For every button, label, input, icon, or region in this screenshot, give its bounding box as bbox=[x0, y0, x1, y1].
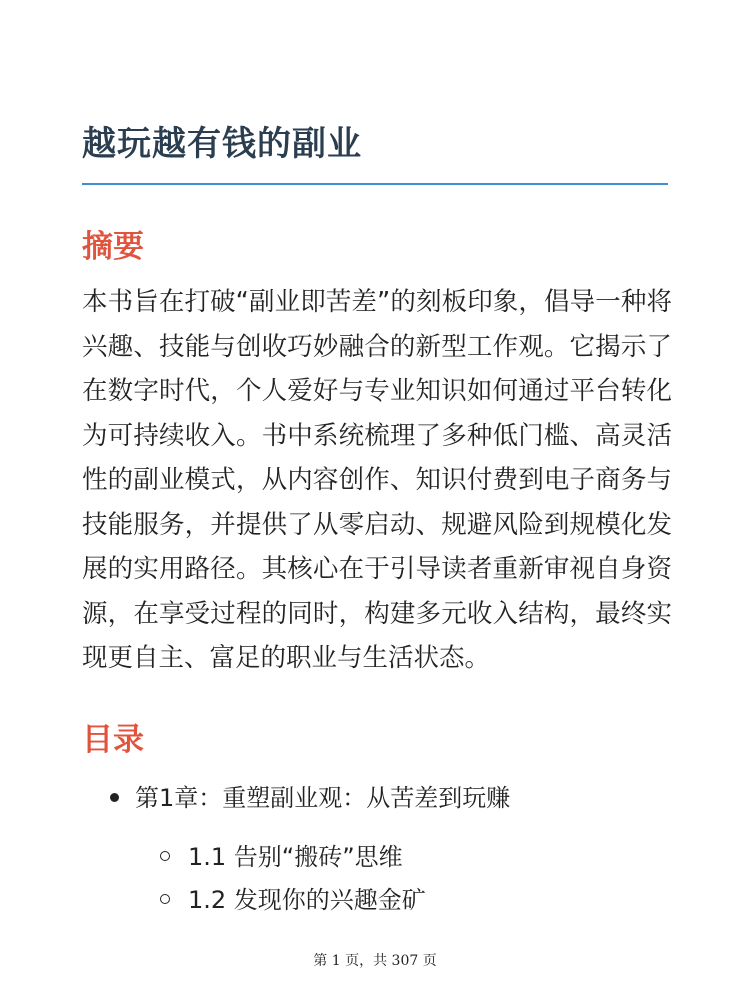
title-divider bbox=[82, 183, 668, 185]
toc-section-label: 1.1 告别“搬砖”思维 bbox=[188, 843, 403, 871]
toc-chapter-item[interactable] bbox=[110, 778, 510, 813]
toc-section-item[interactable] bbox=[160, 880, 426, 915]
toc-heading: 目录 bbox=[82, 722, 144, 758]
page-number-footer: 第 1 页，共 307 页 bbox=[313, 953, 437, 969]
toc-section-label: 1.2 发现你的兴趣金矿 bbox=[188, 886, 426, 914]
toc-chapter-label: 第1章：重塑副业观：从苦差到玩赚 bbox=[135, 784, 511, 812]
abstract-paragraph: 本书旨在打破“副业即苦差”的刻板印象，倡导一种将兴趣、技能与创收巧妙融合的新型工作观。它揭示了在数字时代，个人爱好与专业知识如何通过平台转化为可持续收入。书中系统梳理了多种低门槛、高灵活性的副业模式，从内容创作、知识付费到电子商务与技能服务，并提供了从零启动、规避风险到规模化发展的实用路径。其核心在于引导读者重新审视自身资源，在享受过程的同时，构建多元收入结构，最终实现更自主、富足的职业与生活状态。 bbox=[82, 287, 672, 673]
hollow-bullet-icon bbox=[160, 851, 170, 861]
hollow-bullet-icon bbox=[160, 894, 170, 904]
abstract-heading: 摘要 bbox=[82, 229, 144, 265]
book-title: 越玩越有钱的副业 bbox=[82, 124, 362, 164]
toc-section-item[interactable] bbox=[160, 837, 403, 872]
filled-bullet-icon bbox=[110, 793, 119, 802]
